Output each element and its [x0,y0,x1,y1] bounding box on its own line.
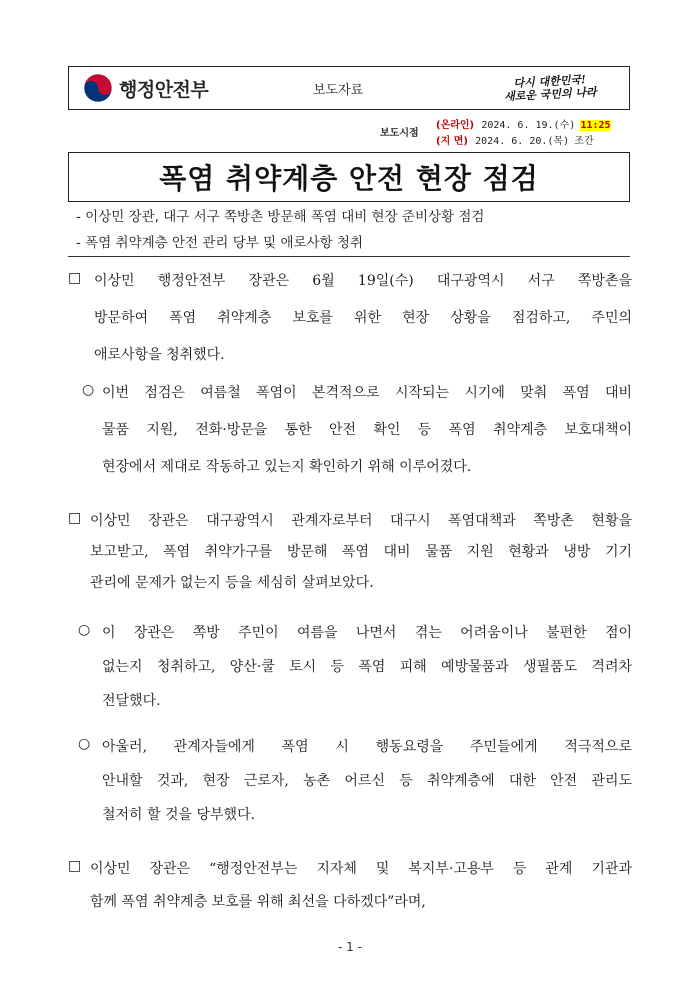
header-box [68,66,630,110]
circle-bullet: ○ [82,382,95,398]
subtitle-2: - 폭염 취약계층 안전 관리 당부 및 애로사항 청취 [76,235,363,251]
release-label: 보도시점 [380,128,419,139]
subtitle-1: - 이상민 장관, 대구 서구 쪽방촌 방문해 폭염 대비 현장 준비상황 점검 [76,209,485,225]
slogan-line-1: 다시 대한민국! [513,73,587,90]
paragraph-line: 함께 폭염 취약계층 보호를 위해 최선을 다하겠다”라며, [90,894,426,910]
paragraph-line: 현장에서 제대로 작동하고 있는지 확인하기 위해 이루어졌다. [102,459,472,475]
circle-bullet: ○ [78,622,91,638]
square-bullet: □ [68,270,82,286]
paragraph-line: 안내할 것과, 현장 근로자, 농촌 어르신 등 취약계층에 대한 안전 관리도 [102,773,632,789]
page-number: - 1 - [338,940,362,954]
online-date: 2024. 6. 19.(수) [481,120,576,131]
online-tag: (온라인) [436,120,475,131]
document-type: 보도자료 [313,82,364,98]
release-online-row [436,118,611,134]
divider [68,256,630,257]
circle-bullet: ○ [78,736,91,752]
release-print-row [436,134,594,150]
paragraph-line: 이상민 장관은 “행정안전부는 지자체 및 복지부·고용부 등 관계 기관과 [90,861,632,877]
paragraph-line: 전달했다. [102,693,161,709]
online-time: 11:25 [580,120,611,131]
square-bullet: □ [68,510,82,526]
ministry-name: 행정안전부 [119,78,209,101]
slogan [484,72,615,105]
print-date: 2024. 6. 20.(목) [475,136,570,147]
subtitles [76,204,484,256]
page-title: 폭염 취약계층 안전 현장 점검 [159,162,539,195]
square-bullet: □ [68,858,82,874]
taegeuk-icon [83,73,113,103]
paragraph-line: 아울러, 관계자들에게 폭염 시 행동요령을 주민들에게 적극적으로 [102,739,632,755]
print-edition: 조간 [574,136,594,147]
paragraph-line: 방문하여 폭염 취약계층 보호를 위한 현장 상황을 점검하고, 주민의 [94,310,632,326]
paragraph-line: 철저히 할 것을 당부했다. [102,807,256,823]
paragraph-line: 관리에 문제가 없는지 등을 세심히 살펴보았다. [90,575,374,591]
slogan-line-2: 새로운 국민의 나라 [503,85,597,104]
paragraph-line: 이상민 행정안전부 장관은 6월 19일(수) 대구광역시 서구 쪽방촌을 [94,273,632,289]
print-tag: (지 면) [436,136,468,147]
paragraph-line: 보고받고, 폭염 취약가구를 방문해 폭염 대비 물품 지원 현황과 냉방 기기 [90,544,632,560]
paragraph-line: 애로사항을 청취했다. [94,347,225,363]
paragraph-line: 이번 점검은 여름철 폭염이 본격적으로 시작되는 시기에 맞춰 폭염 대비 [102,385,632,401]
ministry-logo [83,73,253,103]
title-box [68,152,630,202]
paragraph-line: 없는지 청취하고, 양산·쿨 토시 등 폭염 피해 예방물품과 생필품도 격려차 [102,659,632,675]
paragraph-line: 이 장관은 쪽방 주민이 여름을 나면서 겪는 어려움이나 불편한 점이 [102,625,632,641]
paragraph-line: 물품 지원, 전화·방문을 통한 안전 확인 등 폭염 취약계층 보호대책이 [102,422,632,438]
paragraph-line: 이상민 장관은 대구광역시 관계자로부터 대구시 폭염대책과 쪽방촌 현황을 [90,513,632,529]
